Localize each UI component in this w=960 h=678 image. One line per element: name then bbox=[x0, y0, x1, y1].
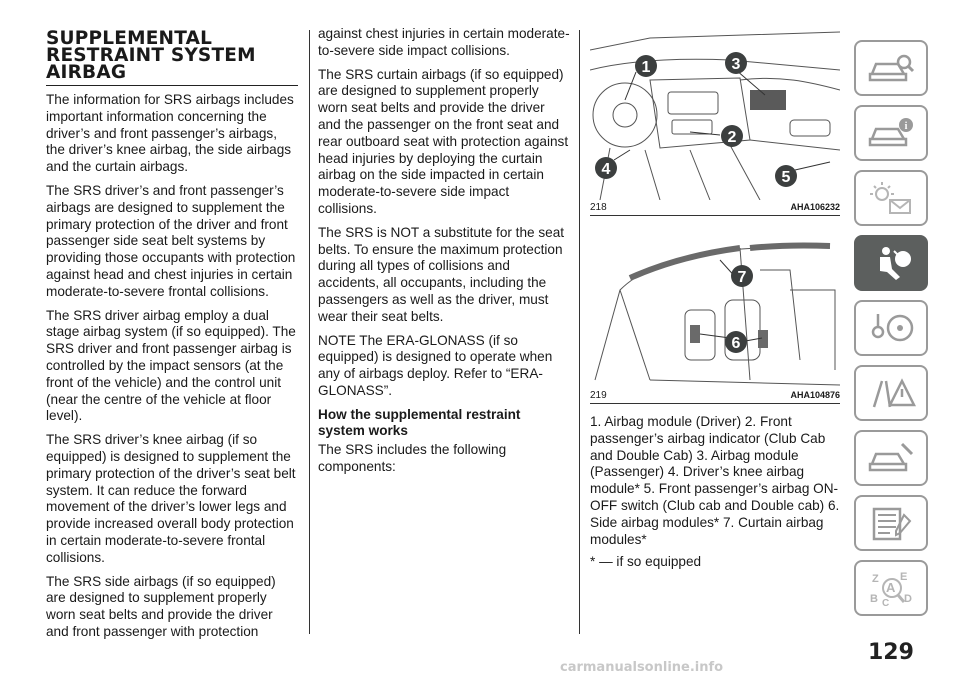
paragraph: The SRS driver’s and front passenger’s airbags are designed to supplement the primary protection of the driver and front passenger side seat belt systems by providing those occupants with protection against head and chest injuries in certain moderate-to-severe frontal collisions. bbox=[46, 182, 296, 299]
callout-label: 6 bbox=[731, 335, 741, 352]
chapter-tab-index[interactable] bbox=[854, 560, 928, 616]
callout-label: 2 bbox=[727, 129, 737, 146]
chapter-sidebar bbox=[854, 40, 928, 625]
paragraph: The information for SRS airbags includes important information concerning the driver’s and front passenger’s airbags, the driver’s knee airbag, the side airbags and the curtain airbags. bbox=[46, 92, 294, 175]
key-steering-icon bbox=[866, 310, 916, 346]
callout-label: 5 bbox=[781, 169, 791, 186]
svg-text:A: A bbox=[886, 580, 896, 595]
figure-caption-bar bbox=[590, 200, 840, 216]
section-title bbox=[46, 30, 298, 86]
specifications-list-icon bbox=[866, 505, 916, 541]
chapter-tab-maintenance[interactable] bbox=[854, 430, 928, 486]
chapter-tab-starting-driving[interactable] bbox=[854, 300, 928, 356]
section-title-line: RESTRAINT SYSTEM bbox=[46, 45, 256, 66]
figure-side-curtain-airbags bbox=[590, 230, 840, 404]
paragraph: The SRS driver airbag employ a dual stage airbag system (if so equipped). The SRS driver and front passenger airbag is controlled by the impact sensors (at the front of the vehicle) and the control unit (near the centre of the vehicle at floor level). bbox=[46, 307, 296, 424]
paragraph: The SRS is NOT a substitute for the seat belts. To ensure the maximum protection during all types of collisions and accidents, all occupants, including the passengers as well as the driver, must wear their seat belts. bbox=[318, 224, 565, 324]
column-left bbox=[46, 30, 298, 648]
chapter-tab-getting-to-know[interactable] bbox=[854, 40, 928, 96]
figure-caption-bar bbox=[590, 388, 840, 404]
subheading: How the supplemental restraint system works bbox=[318, 406, 521, 439]
callout-label: 4 bbox=[601, 161, 611, 178]
road-warning-icon bbox=[866, 375, 916, 411]
car-info-icon bbox=[866, 115, 916, 151]
side-airbag-shape bbox=[690, 325, 700, 343]
svg-text:B: B bbox=[870, 593, 878, 605]
callout-label: 1 bbox=[641, 59, 651, 76]
car-service-icon bbox=[866, 440, 916, 476]
figure-legend bbox=[590, 414, 840, 571]
lights-message-icon bbox=[866, 180, 916, 216]
svg-text:E: E bbox=[900, 571, 908, 583]
dashboard-illustration bbox=[590, 30, 840, 200]
figure-number: 218 bbox=[590, 202, 607, 213]
paragraph: against chest injuries in certain moderate-to-severe side impact collisions. bbox=[318, 26, 570, 58]
figure-dashboard-airbags bbox=[590, 30, 840, 216]
paragraph: The SRS driver’s knee airbag (if so equipped) is designed to supplement the primary protection of the driver’s seat belt system. It can reduce the forward movement of the driver’s lower legs and provide increased overall body protection in certain moderate-to-severe frontal collisions. bbox=[46, 432, 296, 565]
figure-code: AHA106232 bbox=[790, 202, 840, 212]
figure-code: AHA104876 bbox=[790, 390, 840, 400]
callout-label: 7 bbox=[737, 269, 747, 286]
section-title-line: SUPPLEMENTAL bbox=[46, 28, 213, 49]
airbag-seat-icon bbox=[866, 243, 916, 283]
legend-footnote: * — if so equipped bbox=[590, 554, 702, 570]
svg-text:C: C bbox=[882, 598, 890, 608]
paragraph: The SRS includes the following components: bbox=[318, 441, 507, 474]
curtain-airbag-front-shape bbox=[630, 248, 740, 278]
column-middle bbox=[318, 26, 570, 483]
car-search-icon bbox=[866, 50, 916, 86]
paragraph: The SRS side airbags (if so equipped) are designed to supplement properly worn seat belts and provide the driver and front passenger with protection bbox=[46, 573, 276, 639]
index-letters-icon bbox=[866, 568, 916, 608]
figure-number: 219 bbox=[590, 390, 607, 401]
note-paragraph: NOTE The ERA-GLONASS (if so equipped) is designed to operate when any of airbags deploy. Refer to “ERA-GLONASS”. bbox=[318, 332, 553, 398]
column-divider bbox=[579, 30, 580, 634]
chapter-tab-technical-data[interactable] bbox=[854, 495, 928, 551]
svg-text:D: D bbox=[904, 593, 912, 605]
side-airbag-shape bbox=[758, 330, 768, 348]
chapter-tab-lights[interactable] bbox=[854, 170, 928, 226]
callout-label: 3 bbox=[731, 56, 741, 73]
svg-text:i: i bbox=[904, 121, 908, 132]
passenger-airbag-module-shape bbox=[750, 90, 786, 110]
chapter-tab-instruments[interactable] bbox=[854, 105, 928, 161]
chapter-tab-safety[interactable] bbox=[854, 235, 928, 291]
curtain-airbag-rear-shape bbox=[750, 245, 830, 248]
callout-markers bbox=[725, 265, 753, 353]
svg-text:Z: Z bbox=[872, 573, 879, 585]
column-divider bbox=[309, 30, 310, 634]
chapter-tab-emergency[interactable] bbox=[854, 365, 928, 421]
section-title-line: AIRBAG bbox=[46, 62, 127, 83]
legend-text: 1. Airbag module (Driver) 2. Front passenger’s airbag indicator (Club Cab and Double Cab) 3. Airbag module (Passenger) 4. Driver’s knee airbag module* 5. Front passenger’s airbag ON-OFF switch (Club cab and Double cab) 6. Side airbag modules* 7. Curtain airbag modules* bbox=[590, 414, 840, 547]
cabin-illustration bbox=[590, 230, 840, 388]
watermark-text: carmanualsonline.info bbox=[560, 660, 724, 675]
column-right bbox=[590, 30, 840, 577]
paragraph: The SRS curtain airbags (if so equipped) are designed to supplement properly worn seat belts and provide the driver and the passenger on the front seat and rear outboard seat with protection against head injuries by deploying the curtain airbag on the side impacted in certain moderate-to-severe side impact collisions. bbox=[318, 66, 569, 216]
page-number: 129 bbox=[868, 640, 914, 665]
